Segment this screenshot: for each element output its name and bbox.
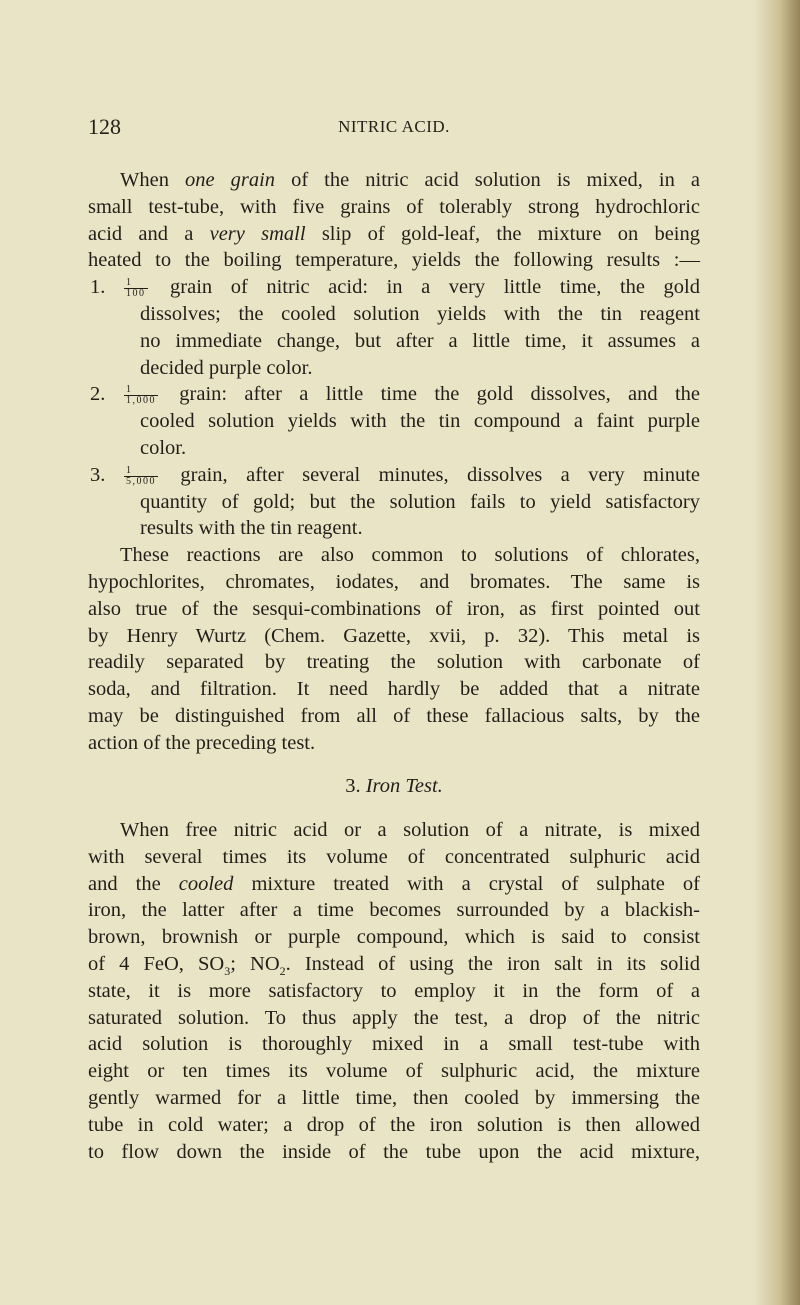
page-number: 128 [88, 114, 121, 139]
page-header [88, 114, 700, 142]
section-iron-test-text [88, 817, 700, 1165]
text-line: brown, brownish or purple compound, which is said to consist [88, 926, 700, 949]
fraction: $\frac{1}{5,000}$ [126, 464, 156, 487]
text-line: hypochlorites, chromates, iodates, and bromates. The same is [88, 570, 700, 593]
page-edge-shadow [754, 0, 800, 1305]
text-line: heated to the boiling temperature, yields the following results :— [88, 249, 700, 272]
text-line: action of the preceding test. [88, 731, 316, 754]
fraction: $\frac{1}{1,000}$ [126, 384, 156, 407]
fraction: $\frac{1}{100}$ [126, 276, 146, 299]
text-line: acid solution is thoroughly mixed in a small test-tube with [88, 1033, 700, 1056]
text-line: by Henry Wurtz (Chem. Gazette, xvii, p. 32). This metal is [88, 624, 700, 647]
text-line: eight or ten times its volume of sulphuric acid, the mixture [88, 1060, 700, 1083]
text-line: state, it is more satisfactory to employ it in the form of a [88, 979, 700, 1002]
text-line: acid and a very small slip of gold-leaf, the mixture on being [88, 222, 700, 245]
text-line: These reactions are also common to solutions of chlorates, [120, 544, 700, 567]
text-line: When one grain of the nitric acid solution is mixed, in a [120, 169, 700, 191]
text-line: soda, and filtration. It need hardly be added that a nitrate [88, 678, 700, 701]
text-line: readily separated by treating the solution with carbonate of [88, 651, 700, 674]
text-line: When free nitric acid or a solution of a nitrate, is mixed [120, 819, 700, 841]
list-item-1: 1. $\frac{1}{100}$ grain of nitric acid: in a very little time, the gold dissolves; the cooled solution yields with the tin reagent no immediate change, but after a little time, it assumes a decided purple color. [90, 276, 700, 379]
text-line: iron, the latter after a time becomes surrounded by a blackish- [88, 899, 700, 922]
text-line: and the cooled mixture treated with a crystal of sulphate of [88, 872, 700, 895]
section-gold-test-text [88, 167, 700, 757]
text-line: gently warmed for a little time, then cooled by immersing the [88, 1086, 700, 1109]
list-item-2: 2. $\frac{1}{1,000}$ grain: after a little time the gold dissolves, and the cooled solution yields with the tin compound a faint purple color. [90, 383, 700, 459]
text-line: to flow down the inside of the tube upon the acid mixture, [88, 1140, 700, 1163]
section-heading: 3. Iron Test. [345, 775, 443, 797]
text-line: with several times its volume of concentrated sulphuric acid [88, 845, 700, 868]
text-line: saturated solution. To thus apply the test, a drop of the nitric [88, 1006, 700, 1029]
list-item-3: 3. $\frac{1}{5,000}$ grain, after several minutes, dissolves a very minute quantity of gold; but the solution fails to yield satisfactory results with the tin reagent. [90, 463, 700, 540]
text-line: small test-tube, with five grains of tolerably strong hydrochloric [88, 195, 700, 218]
text-line: may be distinguished from all of these fallacious salts, by the [88, 704, 700, 727]
running-title: NITRIC ACID. [338, 117, 450, 136]
text-line: tube in cold water; a drop of the iron solution is then allowed [88, 1113, 700, 1136]
text-line: also true of the sesqui-combinations of iron, as first pointed out [88, 597, 700, 620]
text-line: of 4 FeO, $SO_3$; $NO_2$. Instead of using the iron salt in its solid [88, 952, 700, 979]
